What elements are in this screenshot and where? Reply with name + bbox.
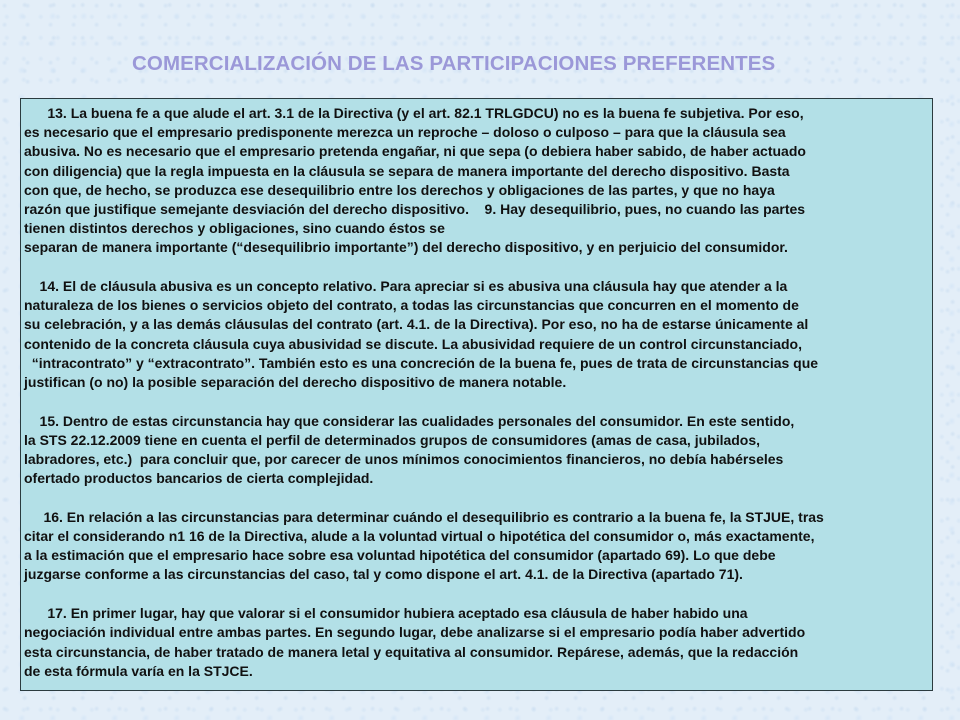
text-box bbox=[20, 98, 933, 691]
slide-title: COMERCIALIZACIÓN DE LAS PARTICIPACIONES PREFERENTES bbox=[132, 52, 776, 75]
text-line: a la estimación que el empresario hace sobre esa voluntad hipotética del consumidor (apartado 69). Lo que debe bbox=[24, 547, 776, 564]
text-line: 13. La buena fe a que alude el art. 3.1 de la Directiva (y el art. 82.1 TRLGDCU) no es la buena fe subjetiva. Por eso, bbox=[24, 105, 804, 121]
paragraph-13 bbox=[24, 104, 932, 258]
text-line: 17. En primer lugar, hay que valorar si el consumidor hubiera aceptado esa cláusula de haber habido una bbox=[24, 605, 748, 622]
text-line: es necesario que el empresario predisponente merezca un reproche – doloso o culposo – para que la cláusula sea bbox=[24, 124, 786, 141]
text-line: naturaleza de los bienes o servicios objeto del contrato, a todas las circunstancias que concurren en el momento de bbox=[24, 297, 799, 314]
text-line: esta circunstancia, de haber tratado de manera letal y equitativa al consumidor. Repárese, además, que la redacción bbox=[24, 643, 799, 660]
text-line: su celebración, y a las demás cláusulas del contrato (art. 4.1. de la Directiva). Por eso, no ha de estarse únicamente al bbox=[24, 316, 809, 333]
text-line: la STS 22.12.2009 tiene en cuenta el perfil de determinados grupos de consumidores (amas de casa, jubilados, bbox=[24, 431, 761, 448]
text-line: citar el considerando n1 16 de la Directiva, alude a la voluntad virtual o hipotética del consumidor o, más exactamente, bbox=[24, 528, 815, 545]
text-line: con diligencia) que la regla impuesta en la cláusula se separa de manera importante del derecho dispositivo. Basta bbox=[24, 162, 790, 179]
text-line: negociación individual entre ambas partes. En segundo lugar, debe analizarse si el empresario podía haber advertido bbox=[24, 624, 806, 641]
paragraph-gap bbox=[24, 258, 932, 278]
text-line: “intracontrato” y “extracontrato”. También esto es una concreción de la buena fe, pues de trata de circunstancias que bbox=[24, 354, 819, 371]
text-line: 15. Dentro de estas circunstancia hay que considerar las cualidades personales del consumidor. En este sentido, bbox=[24, 412, 795, 429]
paragraph-16 bbox=[24, 508, 932, 585]
text-line: tienen distintos derechos y obligaciones, sino cuando éstos se bbox=[24, 220, 445, 237]
text-line: juzgarse conforme a las circunstancias del caso, tal y como dispone el art. 4.1. de la Directiva (apartado 71). bbox=[24, 566, 743, 583]
text-line: ofertado productos bancarios de cierta complejidad. bbox=[24, 470, 374, 487]
text-line: labradores, etc.) para concluir que, por carecer de unos mínimos conocimientos financieros, no debía habérseles bbox=[24, 451, 784, 467]
text-line: contenido de la concreta cláusula cuya abusividad se discute. La abusividad requiere de un control circunstanciado, bbox=[24, 335, 802, 352]
paragraph-gap bbox=[24, 585, 932, 605]
paragraph-17 bbox=[24, 604, 932, 681]
paragraph-gap bbox=[24, 488, 932, 508]
text-line: de esta fórmula varía en la STJCE. bbox=[24, 662, 253, 679]
paragraph-gap bbox=[24, 392, 932, 412]
text-line: separan de manera importante (“desequilibrio importante”) del derecho dispositivo, y en perjuicio del consumidor. bbox=[24, 239, 788, 256]
text-line: 16. En relación a las circunstancias para determinar cuándo el desequilibrio es contrario a la buena fe, la STJUE, tras bbox=[24, 508, 824, 525]
paragraph-14 bbox=[24, 277, 932, 392]
text-line: 14. El de cláusula abusiva es un concepto relativo. Para apreciar si es abusiva una cláusula hay que atender a la bbox=[24, 278, 788, 294]
text-line: con que, de hecho, se produzca ese desequilibrio entre los derechos y obligaciones de las partes, y que no haya bbox=[24, 181, 775, 198]
text-line: abusiva. No es necesario que el empresario pretenda engañar, ni que sepa (o debiera haber sabido, de haber actuado bbox=[24, 143, 806, 160]
paragraph-15 bbox=[24, 412, 932, 489]
text-line: justifican (o no) la posible separación del derecho dispositivo de manera notable. bbox=[24, 373, 567, 390]
text-line: razón que justifique semejante desviación del derecho dispositivo. 9. Hay desequilibrio, pues, no cuando las partes bbox=[24, 200, 806, 217]
